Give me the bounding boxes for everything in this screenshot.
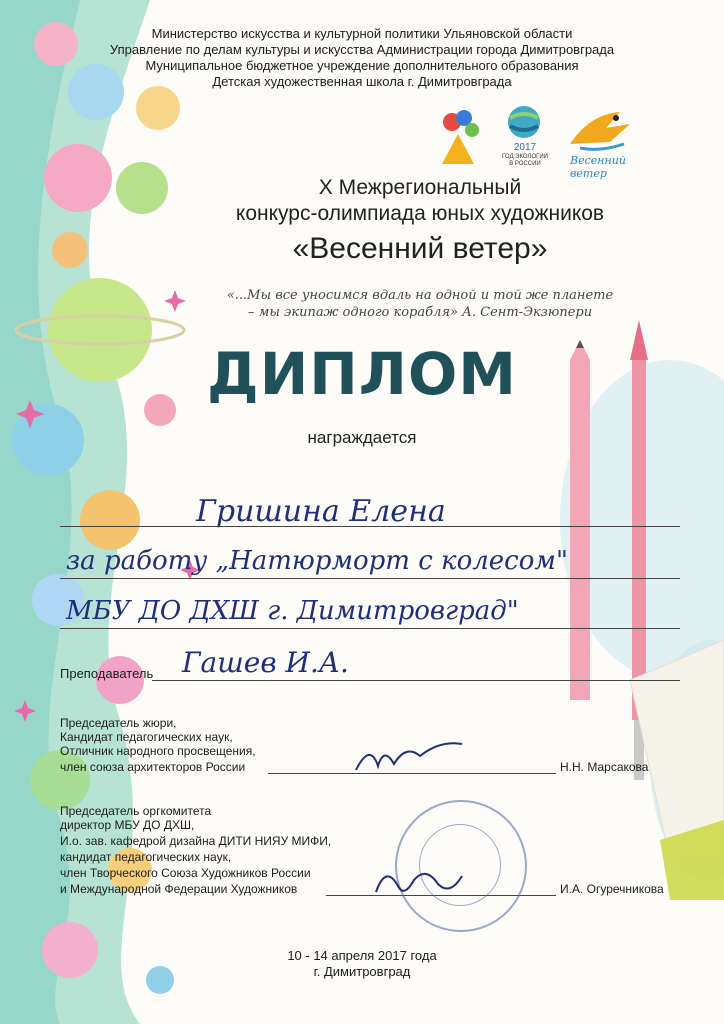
ecology-line1: ГОД ЭКОЛОГИИ	[502, 154, 548, 160]
competition-number: X Межрегиональный	[318, 176, 522, 199]
competition-type: конкурс-олимпиада юных художников	[235, 202, 605, 225]
school-logo	[432, 104, 486, 166]
event-city: г. Димитровград	[313, 964, 411, 979]
org-line3: И.о. зав. кафедрой дизайна ДИТИ НИЯУ МИФИ,	[60, 834, 332, 848]
recipient-work: за работу „Натюрморт с колесом"	[66, 546, 568, 576]
header-institution: Муниципальное бюджетное учреждение дополнительного образования	[145, 58, 579, 73]
org-line2: директор МБУ ДО ДХШ,	[60, 818, 195, 832]
header-school: Детская художественная школа г. Димитровграда	[212, 74, 512, 89]
org-line5: член Творческого Союза Художников России	[60, 866, 311, 880]
org-line1: Председатель оргкомитета	[60, 804, 212, 818]
ecology-line2: В РОССИИ	[509, 161, 541, 167]
jury-line1: Председатель жюри,	[60, 716, 177, 730]
org-signature	[368, 862, 468, 902]
competition-name: «Весенний ветер»	[292, 232, 548, 265]
header-department: Управление по делам культуры и искусства Администрации города Димитровграда	[109, 42, 615, 57]
org-line6: и Международной Федерации Художников	[60, 882, 298, 896]
ecology-year: 2017	[513, 142, 537, 153]
jury-line3: Отличник народного просвещения,	[60, 744, 256, 758]
spring-wind-logo	[560, 104, 640, 180]
recipient-school: МБУ ДО ДХШ г. Димитровград"	[66, 596, 519, 626]
spring-wind-logo-text: Весенний ветер	[570, 154, 626, 180]
quote-line1: «...Мы все уносимся вдаль на одной и той же планете	[226, 288, 614, 303]
org-signer: И.А. Огуречникова	[560, 882, 664, 896]
globe-icon	[506, 104, 542, 140]
header-ministry: Министерство искусства и культурной политики Ульяновской области	[151, 26, 573, 41]
diploma-title: ДИПЛОМ	[207, 340, 517, 408]
jury-signature	[350, 736, 470, 776]
jury-line2: Кандидат педагогических наук,	[60, 730, 233, 744]
ecology-year-logo	[494, 104, 556, 174]
teacher-line	[152, 680, 680, 681]
jury-signer: Н.Н. Марсакова	[560, 760, 649, 774]
org-line4: кандидат педагогических наук,	[60, 850, 232, 864]
recipient-name-line	[60, 526, 680, 527]
teacher-name: Гашев И.А.	[182, 646, 349, 679]
bird-icon	[560, 104, 640, 160]
recipient-name: Гришина Елена	[196, 494, 446, 529]
event-dates: 10 - 14 апреля 2017 года	[287, 948, 437, 963]
quote-line2: – мы экипаж одного корабля» А. Сент-Экзюпери	[247, 305, 593, 320]
art-supplies-decoration	[560, 300, 724, 1024]
recipient-school-line	[60, 628, 680, 629]
recipient-work-line	[60, 578, 680, 579]
teacher-label: Преподаватель	[60, 666, 154, 681]
awarded-label: награждается	[307, 428, 417, 447]
jury-line4: член союза архитекторов России	[60, 760, 246, 774]
